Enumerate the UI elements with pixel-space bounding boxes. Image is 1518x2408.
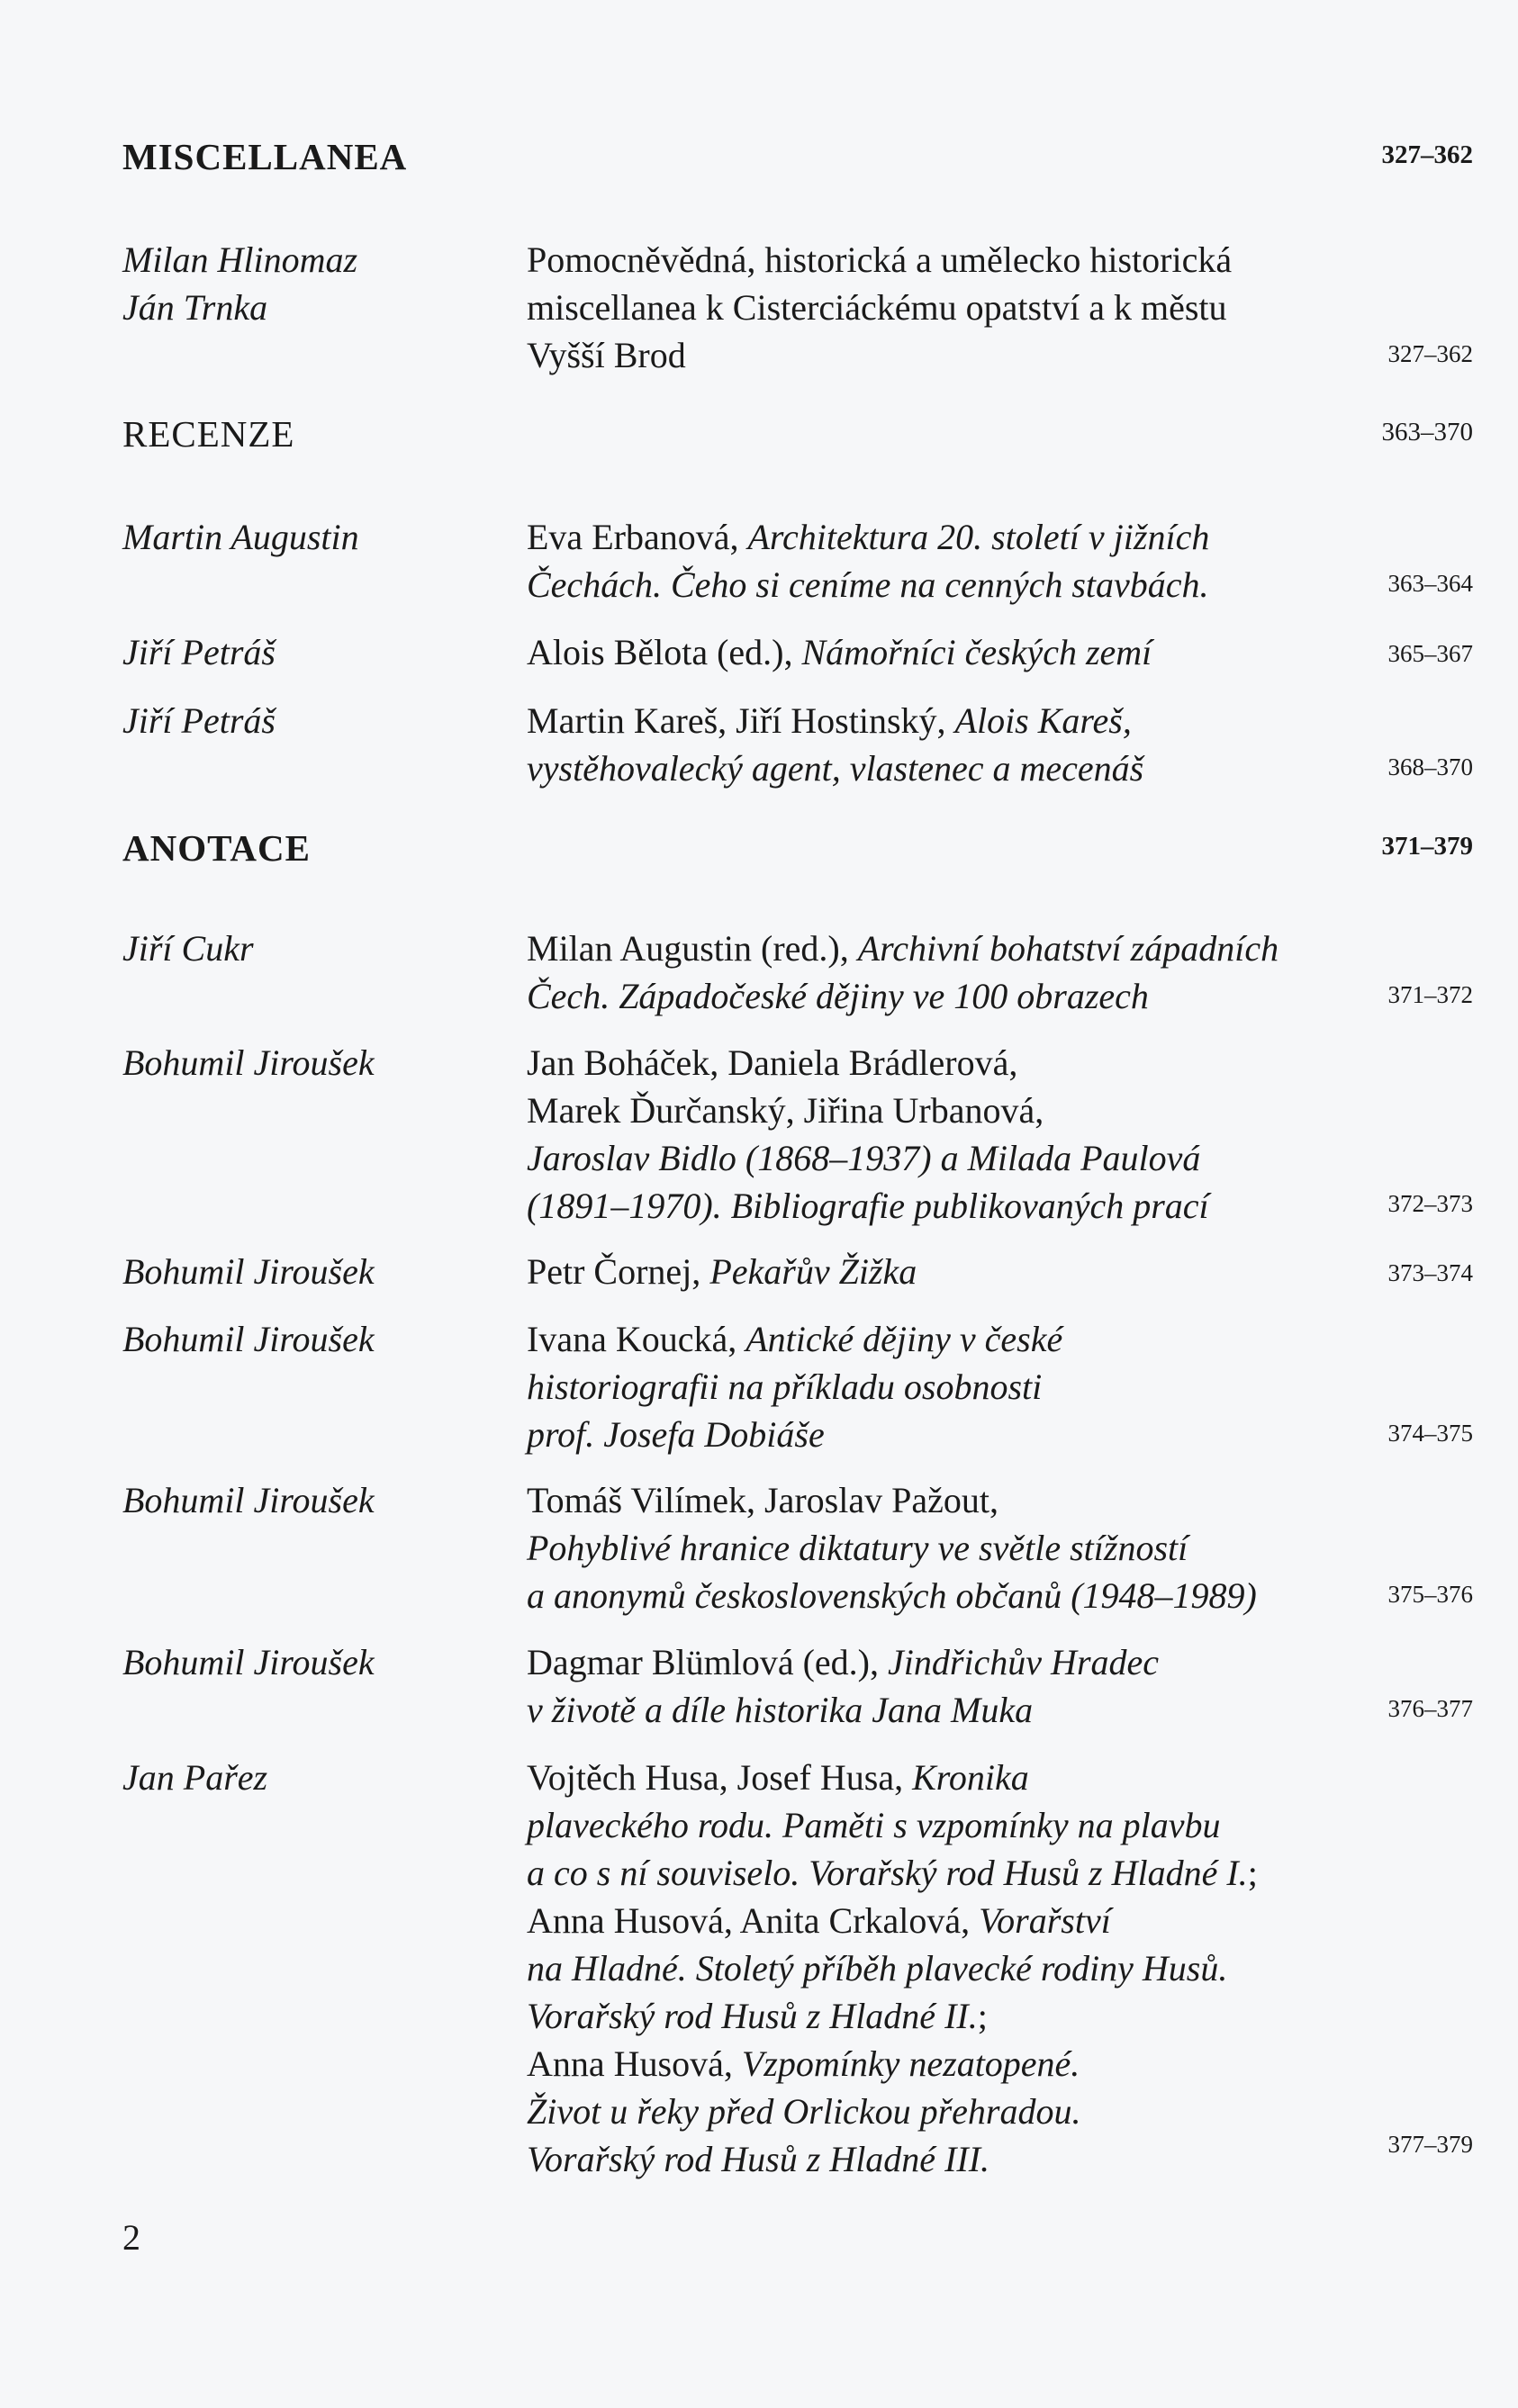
entry-author: Jiří Petráš [122, 632, 276, 672]
entry-work [527, 924, 1427, 1020]
entry-pages: 372–373 [1387, 1190, 1473, 1217]
section-pages: 371–379 [1381, 832, 1473, 861]
work-author-text: Petr Čornej, [527, 1251, 710, 1292]
work-separator: ; [1247, 1853, 1258, 1893]
entry-work [527, 1039, 1427, 1230]
work-title-text: Pekařův Žižka [709, 1251, 917, 1292]
entry-work [527, 697, 1427, 792]
section-pages: 327–362 [1381, 140, 1473, 169]
work-title-text: Jindřichův Hradec [888, 1642, 1160, 1682]
section-title: MISCELLANEA [122, 136, 408, 177]
entry-pages: 327–362 [1387, 340, 1473, 367]
work-title-text: a co s ní souviselo. Vorařský rod Husů z Hladné I. [527, 1853, 1248, 1893]
work-line [527, 1992, 1427, 2040]
work-line [527, 628, 1427, 676]
section-title: RECENZE [122, 413, 295, 455]
entry-work [527, 1315, 1427, 1458]
entry-pages: 375–376 [1387, 1581, 1473, 1608]
work-title-text: a anonymů československých občanů (1948–1989) [527, 1575, 1257, 1616]
work-line [527, 2040, 1427, 2088]
entry-author: Jiří Cukr [122, 928, 254, 969]
entry-work [527, 513, 1427, 609]
work-title-text: Alois Kareš, [954, 700, 1132, 741]
work-line [527, 1638, 1427, 1686]
entry-author: Bohumil Jiroušek [122, 1042, 375, 1083]
work-author-text: Milan Augustin (red.), [527, 928, 858, 969]
entry-work [527, 1476, 1427, 1619]
entry-author: Bohumil Jiroušek [122, 1319, 375, 1359]
entry-author: Ján Trnka [122, 287, 268, 328]
work-title-text: plaveckého rodu. Paměti s vzpomínky na plavbu [527, 1805, 1221, 1845]
work-author-text: Dagmar Blümlová (ed.), [527, 1642, 888, 1682]
work-line: Tomáš Vilímek, Jaroslav Pažout, [527, 1480, 998, 1520]
work-title-text: Vzpomínky nezatopené. [741, 2043, 1080, 2084]
entry-pages: 368–370 [1387, 753, 1473, 780]
entry-pages: 376–377 [1387, 1695, 1473, 1722]
work-title-text: v životě a díle historika Jana Muka [527, 1690, 1034, 1730]
work-line [527, 1248, 1427, 1295]
work-separator: ; [977, 1996, 988, 2036]
entry-pages: 374–375 [1387, 1420, 1473, 1447]
work-line [527, 1897, 1427, 1944]
work-line: Marek Ďurčanský, Jiřina Urbanová, [527, 1090, 1044, 1131]
entry-work [527, 1638, 1427, 1734]
entry-author: Bohumil Jiroušek [122, 1480, 375, 1520]
section-title: ANOTACE [122, 827, 311, 869]
entry-author: Martin Augustin [122, 517, 359, 557]
work-line [527, 1849, 1427, 1897]
work-line: Pomocněvědná, historická a umělecko historická [527, 239, 1233, 280]
work-line [527, 1315, 1427, 1363]
work-title-text: Vorařský rod Husů z Hladné III. [527, 2139, 990, 2179]
work-title-text: Kronika [912, 1757, 1029, 1798]
work-title-text: Jaroslav Bidlo (1868–1937) a Milada Paulová [527, 1138, 1201, 1178]
entry-work [527, 1248, 1427, 1295]
work-author-text: Eva Erbanová, [527, 517, 748, 557]
work-title-text: (1891–1970). Bibliografie publikovaných prací [527, 1186, 1209, 1226]
entry-pages: 371–372 [1387, 981, 1473, 1008]
work-title-text: historiografii na příkladu osobnosti [527, 1366, 1043, 1407]
work-author-text: Vojtěch Husa, Josef Husa, [527, 1757, 913, 1798]
work-title-text: Antické dějiny v české [745, 1319, 1063, 1359]
entry-work [527, 628, 1427, 676]
work-title-text: prof. Josefa Dobiáše [527, 1414, 825, 1455]
entry-author: Bohumil Jiroušek [122, 1642, 375, 1682]
work-title-text: Pohyblivé hranice diktatury ve světle stížností [527, 1528, 1188, 1568]
work-author-text: Anna Husová, Anita Crkalová, [527, 1900, 980, 1941]
entry-work [527, 1754, 1427, 2183]
entry-author: Jan Pařez [122, 1757, 268, 1798]
work-line: Vyšší Brod [527, 335, 686, 375]
work-title-text: na Hladné. Stoletý příběh plavecké rodiny Husů. [527, 1948, 1228, 1989]
entry-author: Jiří Petráš [122, 700, 276, 741]
work-title-text: Archivní bohatství západních [857, 928, 1279, 969]
entry-pages: 365–367 [1387, 640, 1473, 667]
work-line: miscellanea k Cisterciáckému opatství a k městu [527, 287, 1227, 328]
work-author-text: Anna Husová, [527, 2043, 742, 2084]
entry-author: Bohumil Jiroušek [122, 1251, 375, 1292]
work-title-text: Vorařství [979, 1900, 1111, 1941]
work-line [527, 924, 1427, 972]
work-author-text: Alois Bělota (ed.), [527, 632, 802, 672]
entry-pages: 373–374 [1387, 1259, 1473, 1286]
work-line [527, 513, 1427, 561]
entry-author: Milan Hlinomaz [122, 239, 358, 280]
work-author-text: Martin Kareš, Jiří Hostinský, [527, 700, 955, 741]
work-title-text: Námořníci českých zemí [801, 632, 1152, 672]
work-title-text: Čechách. Čeho si ceníme na cenných stavbách. [527, 564, 1209, 605]
work-title-text: Architektura 20. století v jižních [747, 517, 1210, 557]
entry-work [527, 236, 1427, 379]
work-title-text: Čech. Západočeské dějiny ve 100 obrazech [527, 976, 1149, 1016]
section-pages: 363–370 [1381, 418, 1473, 446]
work-line [527, 697, 1427, 744]
work-title-text: vystěhovalecký agent, vlastenec a mecenáš [527, 748, 1144, 789]
work-line [527, 1754, 1427, 1801]
page-number: 2 [122, 2217, 140, 2258]
entry-pages: 363–364 [1387, 570, 1473, 597]
work-author-text: Ivana Koucká, [527, 1319, 746, 1359]
work-line: Jan Boháček, Daniela Brádlerová, [527, 1042, 1018, 1083]
work-title-text: Život u řeky před Orlickou přehradou. [527, 2091, 1081, 2132]
entry-pages: 377–379 [1387, 2131, 1473, 2158]
work-title-text: Vorařský rod Husů z Hladné II. [527, 1996, 978, 2036]
